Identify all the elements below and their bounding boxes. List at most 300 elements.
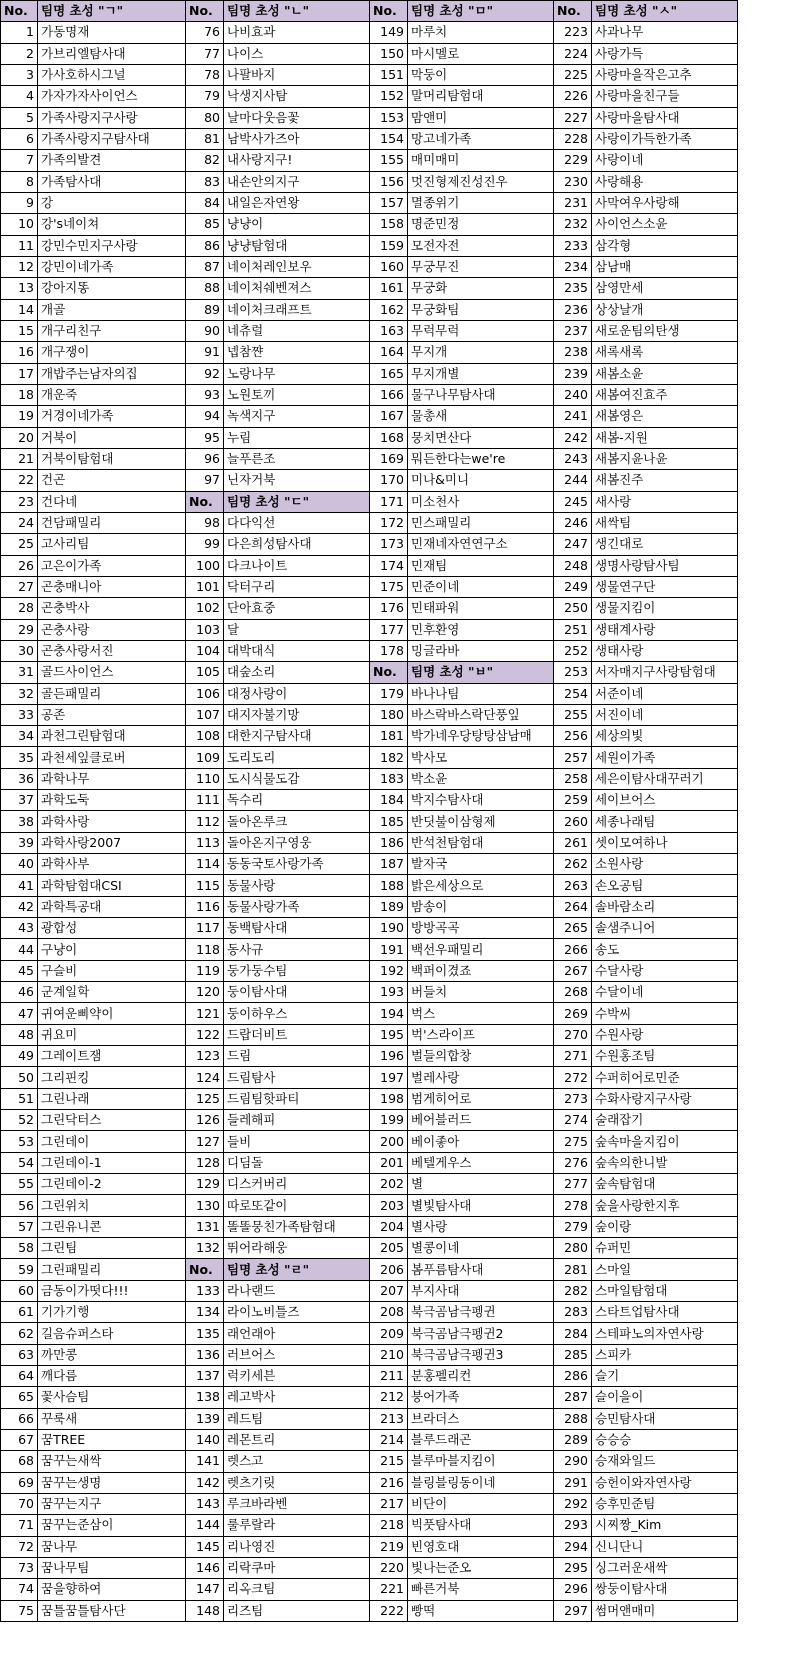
team-number: 130: [186, 1195, 224, 1216]
team-name: 숲이랑: [592, 1216, 738, 1237]
team-number: 182: [370, 747, 408, 768]
team-name: 곤충사랑서진: [38, 640, 186, 661]
team-name: 내일은자연왕: [224, 192, 370, 213]
team-number: 37: [1, 790, 38, 811]
team-number: 24: [1, 512, 38, 533]
team-number: 73: [1, 1557, 38, 1578]
team-name: 수달사랑: [592, 960, 738, 981]
table-row: [1, 470, 738, 491]
team-name: 새싹팀: [592, 512, 738, 533]
team-number: 268: [554, 982, 592, 1003]
team-name: 라나랜드: [224, 1280, 370, 1301]
team-name: 셋이모여하나: [592, 832, 738, 853]
table-row: [1, 1174, 738, 1195]
team-name: 꿈꾸는지구: [38, 1493, 186, 1514]
team-number: 243: [554, 448, 592, 469]
team-name: 꿈틀꿈틀탐사단: [38, 1600, 186, 1621]
team-name: 북극곰남극펭귄3: [408, 1344, 554, 1365]
table-row: [1, 22, 738, 43]
team-number: 215: [370, 1451, 408, 1472]
team-name: 생물지킴이: [592, 598, 738, 619]
table-row: [1, 128, 738, 149]
team-name: 디딤돌: [224, 1152, 370, 1173]
team-number: 250: [554, 598, 592, 619]
team-name: 멋진형제진성진우: [408, 171, 554, 192]
team-number: 46: [1, 982, 38, 1003]
table-row: [1, 256, 738, 277]
group-header-title: 팀명 초성 "ㅅ": [592, 1, 738, 22]
team-number: 181: [370, 726, 408, 747]
team-name: 발자국: [408, 854, 554, 875]
table-row: [1, 1323, 738, 1344]
team-number: 196: [370, 1046, 408, 1067]
team-name: 민재팀: [408, 555, 554, 576]
team-name: 가족탐사대: [38, 171, 186, 192]
team-number: 168: [370, 427, 408, 448]
team-number: 163: [370, 320, 408, 341]
group-header-title: 팀명 초성 "ㄹ": [224, 1259, 370, 1280]
team-name: 숲속의한니발: [592, 1152, 738, 1173]
team-number: 253: [554, 662, 592, 683]
team-name: 생태계사랑: [592, 619, 738, 640]
team-number: 279: [554, 1216, 592, 1237]
team-name: 골드사이언스: [38, 662, 186, 683]
team-number: 78: [186, 64, 224, 85]
team-number: 266: [554, 939, 592, 960]
team-number: 87: [186, 256, 224, 277]
team-number: 11: [1, 235, 38, 256]
team-name: 상상날개: [592, 299, 738, 320]
team-number: 187: [370, 854, 408, 875]
team-name: 렛스고: [224, 1451, 370, 1472]
team-number: 18: [1, 384, 38, 405]
team-number: 213: [370, 1408, 408, 1429]
team-name: 비단이: [408, 1493, 554, 1514]
team-name: 수화사랑지구사랑: [592, 1088, 738, 1109]
team-name: 슬이을이: [592, 1387, 738, 1408]
team-name: 서자매지구사랑탐험대: [592, 662, 738, 683]
team-number: 67: [1, 1429, 38, 1450]
team-number: 10: [1, 214, 38, 235]
team-number: 246: [554, 512, 592, 533]
team-name: 대박대식: [224, 640, 370, 661]
team-number: 20: [1, 427, 38, 448]
team-number: 149: [370, 22, 408, 43]
team-name: 빠른거북: [408, 1579, 554, 1600]
team-number: 58: [1, 1238, 38, 1259]
team-number: 77: [186, 43, 224, 64]
team-number: 282: [554, 1280, 592, 1301]
team-name: 스마일: [592, 1259, 738, 1280]
team-number: 54: [1, 1152, 38, 1173]
team-number: 41: [1, 875, 38, 896]
team-number: 114: [186, 854, 224, 875]
team-name: 돌아온루크: [224, 811, 370, 832]
team-name: 그리핀킹: [38, 1067, 186, 1088]
team-number: 285: [554, 1344, 592, 1365]
team-number: 284: [554, 1323, 592, 1344]
team-name: 세종나래팀: [592, 811, 738, 832]
team-name: 서준이네: [592, 683, 738, 704]
team-name: 명준민정: [408, 214, 554, 235]
team-name: 솔샘주니어: [592, 918, 738, 939]
team-number: 160: [370, 256, 408, 277]
team-name: 사랑마을친구들: [592, 86, 738, 107]
team-name: 동물사랑: [224, 875, 370, 896]
team-name: 러브어스: [224, 1344, 370, 1365]
team-name: 레몬트리: [224, 1429, 370, 1450]
team-number: 297: [554, 1600, 592, 1621]
team-name: 네이처레인보우: [224, 256, 370, 277]
team-name: 똘똘뭉친가족탐험대: [224, 1216, 370, 1237]
team-number: 227: [554, 107, 592, 128]
team-number: 8: [1, 171, 38, 192]
table-row: [1, 1024, 738, 1045]
column-header-no: No.: [186, 1, 224, 22]
team-number: 16: [1, 342, 38, 363]
team-number: 191: [370, 939, 408, 960]
team-number: 223: [554, 22, 592, 43]
team-name: 브라더스: [408, 1408, 554, 1429]
table-row: [1, 1259, 738, 1280]
team-number: 218: [370, 1515, 408, 1536]
team-name: 꿈꾸는준삼이: [38, 1515, 186, 1536]
team-name: 닥터구리: [224, 576, 370, 597]
table-row: [1, 598, 738, 619]
team-number: 281: [554, 1259, 592, 1280]
group-header-title: 팀명 초성 "ㄷ": [224, 491, 370, 512]
team-number: 127: [186, 1131, 224, 1152]
table-row: [1, 1280, 738, 1301]
team-number: 273: [554, 1088, 592, 1109]
team-name: 사랑이가득한가족: [592, 128, 738, 149]
team-name: 렛츠기릿: [224, 1472, 370, 1493]
table-row: [1, 1366, 738, 1387]
team-number: 36: [1, 768, 38, 789]
table-row: [1, 427, 738, 448]
team-number: 283: [554, 1302, 592, 1323]
team-number: 14: [1, 299, 38, 320]
team-number: 44: [1, 939, 38, 960]
team-number: 117: [186, 918, 224, 939]
team-name: 스마일탐험대: [592, 1280, 738, 1301]
team-number: 238: [554, 342, 592, 363]
team-number: 252: [554, 640, 592, 661]
team-name: 가족사랑지구탐사대: [38, 128, 186, 149]
team-name: 내손안의지구: [224, 171, 370, 192]
team-number: 176: [370, 598, 408, 619]
table-row: [1, 1579, 738, 1600]
team-number: 60: [1, 1280, 38, 1301]
team-name: 단아효중: [224, 598, 370, 619]
table-row: [1, 811, 738, 832]
team-name: 사랑마을작은고추: [592, 64, 738, 85]
table-row: [1, 1472, 738, 1493]
team-name: 곤충박사: [38, 598, 186, 619]
team-name: 레고박사: [224, 1387, 370, 1408]
team-number: 179: [370, 683, 408, 704]
team-number: 109: [186, 747, 224, 768]
team-name: 사막여우사랑해: [592, 192, 738, 213]
team-name: 들비: [224, 1131, 370, 1152]
team-number: 82: [186, 150, 224, 171]
team-number: 81: [186, 128, 224, 149]
team-name: 개골: [38, 299, 186, 320]
team-name: 무궁무진: [408, 256, 554, 277]
table-row: [1, 43, 738, 64]
team-number: 69: [1, 1472, 38, 1493]
team-name: 날마다웃음꽃: [224, 107, 370, 128]
team-name: 밍글라바: [408, 640, 554, 661]
team-number: 203: [370, 1195, 408, 1216]
team-number: 172: [370, 512, 408, 533]
team-number: 262: [554, 854, 592, 875]
team-number: 265: [554, 918, 592, 939]
team-name: 물구나무탐사대: [408, 384, 554, 405]
team-name: 냥냥탐험대: [224, 235, 370, 256]
team-number: 19: [1, 406, 38, 427]
team-name: 붕어가족: [408, 1387, 554, 1408]
team-name: 과학사랑2007: [38, 832, 186, 853]
team-number: 118: [186, 939, 224, 960]
team-number: 201: [370, 1152, 408, 1173]
team-name: 수퍼히어로민준: [592, 1067, 738, 1088]
team-name: 승후민준팀: [592, 1493, 738, 1514]
team-number: 137: [186, 1366, 224, 1387]
team-number: 111: [186, 790, 224, 811]
team-name: 다은희성탐사대: [224, 534, 370, 555]
table-row: [1, 1600, 738, 1621]
team-number: 75: [1, 1600, 38, 1621]
team-number: 122: [186, 1024, 224, 1045]
team-number: 229: [554, 150, 592, 171]
team-name: 나비효과: [224, 22, 370, 43]
team-number: 295: [554, 1557, 592, 1578]
team-name: 도리도리: [224, 747, 370, 768]
table-row: [1, 320, 738, 341]
table-row: [1, 512, 738, 533]
team-number: 48: [1, 1024, 38, 1045]
team-number: 200: [370, 1131, 408, 1152]
team-number: 150: [370, 43, 408, 64]
team-name: 가동명재: [38, 22, 186, 43]
team-name: 까만콩: [38, 1344, 186, 1365]
team-number: 115: [186, 875, 224, 896]
table-row: [1, 406, 738, 427]
team-name: 솔바람소리: [592, 896, 738, 917]
table-row: [1, 704, 738, 725]
team-name: 과학나무: [38, 768, 186, 789]
team-number: 32: [1, 683, 38, 704]
team-number: 13: [1, 278, 38, 299]
team-name: 구슬비: [38, 960, 186, 981]
team-name: 숲속마을지킴이: [592, 1131, 738, 1152]
team-number: 45: [1, 960, 38, 981]
team-name: 수달이네: [592, 982, 738, 1003]
team-name: 동동국토사랑가족: [224, 854, 370, 875]
team-number: 131: [186, 1216, 224, 1237]
team-number: 211: [370, 1366, 408, 1387]
team-number: 259: [554, 790, 592, 811]
team-name: 나이스: [224, 43, 370, 64]
team-name: 노원토끼: [224, 384, 370, 405]
team-name: 꿈을향하여: [38, 1579, 186, 1600]
team-number: 241: [554, 406, 592, 427]
team-number: 107: [186, 704, 224, 725]
team-name: 귀여운삐약이: [38, 1003, 186, 1024]
team-number: 236: [554, 299, 592, 320]
team-number: 276: [554, 1152, 592, 1173]
table-row: [1, 1, 738, 22]
team-number: 208: [370, 1302, 408, 1323]
team-name: 맘앤미: [408, 107, 554, 128]
team-name: 동백탐사대: [224, 918, 370, 939]
team-name: 깨다름: [38, 1366, 186, 1387]
team-number: 274: [554, 1110, 592, 1131]
team-number: 239: [554, 363, 592, 384]
team-number: 235: [554, 278, 592, 299]
team-name: 뛰어라해웅: [224, 1238, 370, 1259]
team-name: 별콩이네: [408, 1238, 554, 1259]
team-name: 무지개별: [408, 363, 554, 384]
team-name: 사랑해용: [592, 171, 738, 192]
team-name: 넵참쨘: [224, 342, 370, 363]
team-name: 블루마블지킴이: [408, 1451, 554, 1472]
team-name: 들레해피: [224, 1110, 370, 1131]
group-header-title: 팀명 초성 "ㄱ": [38, 1, 186, 22]
team-number: 101: [186, 576, 224, 597]
team-number: 104: [186, 640, 224, 661]
group-header-title: 팀명 초성 "ㅂ": [408, 662, 554, 683]
table-row: [1, 854, 738, 875]
table-row: [1, 875, 738, 896]
team-name: 루크바라벤: [224, 1493, 370, 1514]
team-number: 280: [554, 1238, 592, 1259]
team-name: 과학사부: [38, 854, 186, 875]
team-name: 건곤: [38, 470, 186, 491]
team-name: 민준이네: [408, 576, 554, 597]
team-number: 205: [370, 1238, 408, 1259]
team-number: 189: [370, 896, 408, 917]
team-number: 147: [186, 1579, 224, 1600]
team-number: 128: [186, 1152, 224, 1173]
team-name: 매미매미: [408, 150, 554, 171]
team-number: 140: [186, 1429, 224, 1450]
team-number: 121: [186, 1003, 224, 1024]
team-name: 새봄여진효주: [592, 384, 738, 405]
team-name: 구냥이: [38, 939, 186, 960]
team-number: 3: [1, 64, 38, 85]
team-name: 그린위치: [38, 1195, 186, 1216]
team-name: 무궁화: [408, 278, 554, 299]
team-number: 231: [554, 192, 592, 213]
team-number: 141: [186, 1451, 224, 1472]
team-name: 베이좋아: [408, 1131, 554, 1152]
team-name: 밝은세상으로: [408, 875, 554, 896]
team-name: 미나&미니: [408, 470, 554, 491]
team-number: 106: [186, 683, 224, 704]
team-name: 사랑이네: [592, 150, 738, 171]
team-name: 물총새: [408, 406, 554, 427]
team-name: 손오공팀: [592, 875, 738, 896]
team-name: 민후환영: [408, 619, 554, 640]
team-number: 23: [1, 491, 38, 512]
team-number: 228: [554, 128, 592, 149]
team-number: 80: [186, 107, 224, 128]
team-name: 스테파노의자연사랑: [592, 1323, 738, 1344]
team-name: 강민이네가족: [38, 256, 186, 277]
team-name: 드랍더비트: [224, 1024, 370, 1045]
team-name: 낙생지사탐: [224, 86, 370, 107]
team-number: 240: [554, 384, 592, 405]
team-number: 148: [186, 1600, 224, 1621]
team-name: 거경이네가족: [38, 406, 186, 427]
team-number: 289: [554, 1429, 592, 1450]
team-name: 녹색지구: [224, 406, 370, 427]
team-name: 백퍼이겼죠: [408, 960, 554, 981]
team-number: 194: [370, 1003, 408, 1024]
team-name: 골든패밀리: [38, 683, 186, 704]
team-name: 과천세잎클로버: [38, 747, 186, 768]
team-name: 막둥이: [408, 64, 554, 85]
table-row: [1, 896, 738, 917]
team-number: 226: [554, 86, 592, 107]
table-row: [1, 939, 738, 960]
team-number: 157: [370, 192, 408, 213]
team-number: 275: [554, 1131, 592, 1152]
team-name: 숲속탐험대: [592, 1174, 738, 1195]
table-row: [1, 982, 738, 1003]
team-name: 남박사가즈아: [224, 128, 370, 149]
team-number: 56: [1, 1195, 38, 1216]
table-row: [1, 1451, 738, 1472]
team-number: 256: [554, 726, 592, 747]
team-number: 254: [554, 683, 592, 704]
team-name: 벌레사랑: [408, 1067, 554, 1088]
team-name: 레드팀: [224, 1408, 370, 1429]
table-row: [1, 726, 738, 747]
team-number: 85: [186, 214, 224, 235]
team-number: 277: [554, 1174, 592, 1195]
team-number: 5: [1, 107, 38, 128]
team-name: 망고네가족: [408, 128, 554, 149]
team-name: 군계일학: [38, 982, 186, 1003]
team-number: 79: [186, 86, 224, 107]
team-number: 142: [186, 1472, 224, 1493]
team-number: 53: [1, 1131, 38, 1152]
team-number: 94: [186, 406, 224, 427]
team-name: 드림: [224, 1046, 370, 1067]
team-number: 146: [186, 1557, 224, 1578]
team-number: 269: [554, 1003, 592, 1024]
team-number: 88: [186, 278, 224, 299]
table-row: [1, 1344, 738, 1365]
team-number: 222: [370, 1600, 408, 1621]
team-number: 155: [370, 150, 408, 171]
team-name: 생긴대로: [592, 534, 738, 555]
team-name: 벅'스라이프: [408, 1024, 554, 1045]
team-name: 베텔게우스: [408, 1152, 554, 1173]
team-name: 생태사랑: [592, 640, 738, 661]
table-row: [1, 640, 738, 661]
team-number: 25: [1, 534, 38, 555]
team-number: 89: [186, 299, 224, 320]
team-name: 봄푸름탐사대: [408, 1259, 554, 1280]
table-row: [1, 555, 738, 576]
team-number: 291: [554, 1472, 592, 1493]
table-row: [1, 491, 738, 512]
team-number: 202: [370, 1174, 408, 1195]
